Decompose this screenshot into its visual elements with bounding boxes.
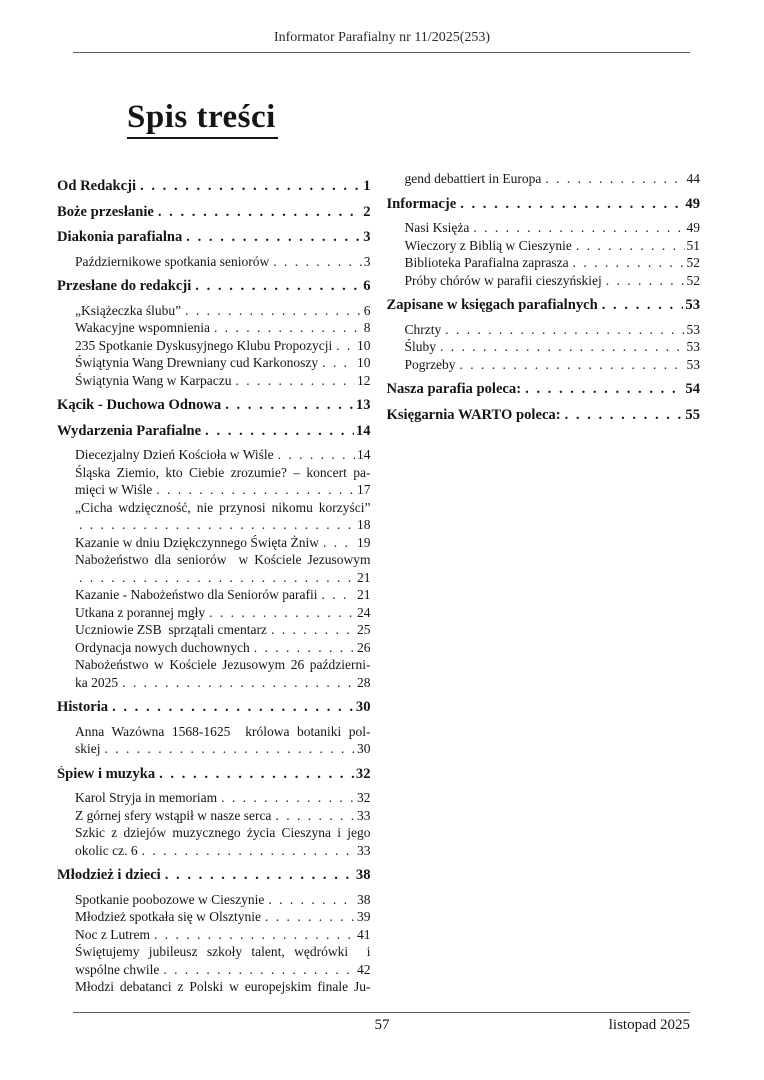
dot-leader: [138, 842, 355, 860]
toc-entry-label: Chrzty: [404, 321, 442, 337]
toc-entry-label: Ordynacja nowych duchownych: [75, 639, 250, 655]
dot-leader: [469, 219, 684, 237]
dot-leader: [441, 321, 684, 339]
toc-entry-label: Próby chórów w parafii cieszyńskiej: [404, 272, 602, 288]
toc-sub-entry: [57, 943, 371, 978]
dot-leader: [136, 178, 361, 196]
toc-entry-label: Przesłane do redakcji: [57, 278, 192, 294]
dot-leader: [250, 639, 355, 657]
toc-sub-entry: [387, 219, 701, 237]
toc-section-entry: [57, 229, 371, 247]
toc-sub-entry: [57, 586, 371, 604]
toc-sub-entry: [57, 807, 371, 825]
toc-sub-entry: [57, 464, 371, 499]
toc-entry-page-number: 21: [357, 587, 371, 602]
toc-sub-entry: [57, 319, 371, 337]
toc-sub-entry: [57, 372, 371, 390]
toc-entry-page-number: 14: [357, 447, 371, 462]
dot-leader: [101, 740, 356, 758]
toc-entry-label: skiej: [75, 741, 101, 756]
dot-leader: [271, 807, 355, 825]
dot-leader: [155, 766, 354, 784]
dot-leader: [152, 481, 355, 499]
toc-entry-page-number: 30: [355, 699, 371, 715]
page-title: Spis treści: [127, 99, 278, 139]
toc-entry-wrapped-line: Nabożeństwo dla seniorów w Kościele Jezusowym: [75, 552, 371, 567]
toc-entry-label: Wydarzenia Parafialne: [57, 422, 202, 439]
dot-leader: [217, 789, 355, 807]
dot-leader: [269, 253, 362, 271]
dot-leader: [456, 196, 683, 214]
toc-entry-label: Informacje: [386, 195, 457, 212]
toc-sub-entry: [57, 499, 371, 534]
dot-leader: [182, 229, 361, 247]
dot-leader: [150, 926, 355, 944]
dot-leader: [210, 319, 362, 337]
toc-entry-page-number: 8: [363, 320, 371, 335]
toc-entry-label: „Książeczka ślubu”: [75, 302, 182, 318]
toc-section-entry: [387, 381, 701, 399]
toc-entry-label: Od Redakcji: [57, 178, 137, 194]
toc-entry-page-number: 53: [686, 356, 700, 372]
toc-entry-label: Młodzież spotkała się w Olsztynie: [75, 909, 261, 924]
toc-entry-page-number: 32: [355, 765, 371, 782]
toc-entry-page-number: 26: [357, 639, 371, 655]
toc-entry-page-number: 3: [363, 229, 371, 245]
toc-section-entry: [57, 867, 371, 885]
toc-entry-wrapped-line: Śląska Ziemio, kto Ciebie zrozumie? – koncert pa-: [75, 464, 371, 480]
dot-leader: [118, 674, 355, 692]
toc-sub-entry: [57, 824, 371, 859]
toc-entry-label: Kazanie - Nabożeństwo dla Seniorów parafii: [75, 587, 318, 602]
dot-leader: [569, 254, 685, 272]
toc-entry-page-number: 17: [357, 482, 371, 497]
toc-entry-label: wspólne chwile: [75, 961, 160, 977]
toc-entry-label: Świątynia Wang w Karpaczu: [75, 372, 232, 388]
toc-entry-label: Kącik - Duchowa Odnowa: [57, 397, 222, 413]
header-divider: [73, 52, 690, 53]
dot-leader: [232, 372, 356, 390]
dot-leader: [159, 961, 355, 979]
toc-sub-entry: [57, 908, 371, 926]
toc-entry-page-number: 10: [357, 355, 371, 370]
toc-sub-entry: [387, 321, 701, 339]
dot-leader: [161, 867, 354, 885]
dot-leader: [267, 621, 355, 639]
toc-sub-entry: [387, 170, 701, 188]
toc-entry-wrapped-line: Nabożeństwo w Kościele Jezusowym 26 październi-: [75, 657, 371, 672]
toc-entry-page-number: 24: [357, 604, 371, 620]
dot-leader: [332, 337, 355, 355]
toc-entry-page-number: 53: [685, 297, 700, 313]
toc-entry-page-number: 32: [357, 790, 371, 805]
toc-entry-page-number: 38: [355, 867, 371, 883]
toc-entry-label: Księgarnia WARTO poleca:: [386, 406, 561, 423]
dot-leader: [75, 516, 355, 534]
toc-section-entry: [57, 423, 371, 441]
dot-leader: [75, 569, 355, 587]
toc-entry-label: Historia: [57, 699, 109, 715]
footer-issue-date: listopad 2025: [608, 1017, 690, 1033]
toc-sub-entry: [57, 534, 371, 552]
dot-leader: [572, 237, 685, 255]
toc-entry-page-number: 49: [686, 220, 700, 235]
dot-leader: [274, 446, 355, 464]
toc-section-entry: [57, 397, 371, 415]
dot-leader: [191, 278, 361, 296]
toc-entry-page-number: 6: [363, 302, 371, 318]
toc-sub-entry: [57, 978, 371, 996]
dot-leader: [221, 397, 354, 415]
toc-section-entry: [57, 699, 371, 717]
toc-sub-entry: [57, 446, 371, 464]
toc-entry-page-number: 41: [357, 926, 371, 942]
toc-entry-label: Kazanie w dniu Dziękczynnego Święta Żniw: [75, 534, 320, 550]
toc-section-entry: [57, 178, 371, 196]
toc-entry-page-number: 53: [686, 339, 700, 354]
toc-sub-entry: [57, 926, 371, 944]
toc-sub-entry: [57, 656, 371, 691]
toc-entry-page-number: 28: [357, 674, 371, 690]
toc-entry-page-number: 49: [685, 195, 700, 212]
toc-entry-label: gend debattiert in Europa: [404, 171, 542, 186]
toc-entry-page-number: 54: [685, 381, 700, 397]
toc-entry-page-number: 18: [357, 517, 371, 532]
toc-entry-page-number: 52: [686, 255, 700, 270]
toc-entry-page-number: 2: [363, 203, 371, 220]
toc-entry-page-number: 13: [355, 397, 371, 413]
toc-sub-entry: [387, 237, 701, 255]
toc-entry-label: Wieczory z Biblią w Cieszynie: [404, 237, 572, 253]
footer-page-number: 57: [374, 1017, 390, 1033]
toc-entry-wrapped-line: „Cicha wdzięczność, nie przynosi nikomu korzyści”: [75, 499, 371, 515]
toc-entry-page-number: 33: [357, 842, 371, 858]
dot-leader: [318, 586, 355, 604]
footer-divider: [73, 1012, 690, 1013]
page-header: Informator Parafialny nr 11/2025(253): [273, 30, 491, 45]
toc-section-entry: [57, 766, 371, 784]
toc-entry-label: Diecezjalny Dzień Kościoła w Wiśle: [75, 447, 274, 462]
toc-entry-page-number: 53: [686, 321, 700, 337]
toc-entry-wrapped-line: Anna Wazówna 1568-1625 królowa botaniki pol-: [75, 723, 371, 739]
toc-entry-wrapped-line: Młodzi debatanci z Polski w europejskim finale Ju-: [75, 979, 371, 994]
toc-sub-entry: [57, 551, 371, 586]
toc-entry-label: Śpiew i muzyka: [57, 765, 156, 782]
toc-entry-label: Śluby: [404, 339, 437, 354]
dot-leader: [201, 423, 354, 441]
toc-entry-page-number: 3: [363, 253, 371, 269]
toc-entry-page-number: 42: [357, 961, 371, 977]
toc-entry-page-number: 38: [357, 891, 371, 907]
toc-column: [57, 170, 371, 996]
toc-section-entry: [57, 278, 371, 296]
dot-leader: [319, 534, 355, 552]
dot-leader: [154, 204, 361, 222]
toc-sub-entry: [57, 604, 371, 622]
toc-section-entry: [57, 204, 371, 222]
dot-leader: [436, 338, 684, 356]
dot-leader: [561, 407, 684, 425]
toc-sub-entry: [57, 891, 371, 909]
toc-entry-label: Spotkanie poobozowe w Cieszynie: [75, 891, 265, 907]
toc-entry-label: Świątynia Wang Drewniany cud Karkonoszy: [75, 355, 319, 370]
toc-entry-page-number: 25: [357, 622, 371, 637]
toc-entry-page-number: 19: [357, 534, 371, 550]
toc-entry-label: 235 Spotkanie Dyskusyjnego Klubu Propozycji: [75, 337, 333, 353]
toc-sub-entry: [57, 354, 371, 372]
toc-entry-page-number: 33: [357, 807, 371, 823]
toc-entry-page-number: 52: [686, 272, 700, 288]
toc-entry-label: Nasi Księża: [404, 220, 470, 235]
toc-entry-page-number: 51: [686, 237, 700, 253]
toc-entry-label: Noc z Lutrem: [75, 926, 150, 942]
toc-entry-page-number: 44: [686, 171, 700, 186]
toc-column: [387, 170, 701, 996]
toc-entry-label: Karol Stryja in memoriam: [75, 790, 218, 805]
dot-leader: [541, 170, 684, 188]
dot-leader: [318, 354, 355, 372]
dot-leader: [205, 604, 355, 622]
toc-sub-entry: [57, 253, 371, 271]
dot-leader: [602, 272, 685, 290]
dot-leader: [598, 297, 684, 315]
toc-sub-entry: [57, 302, 371, 320]
toc-entry-page-number: 55: [685, 406, 700, 423]
toc-entry-label: Październikowe spotkania seniorów: [75, 253, 270, 269]
dot-leader: [181, 302, 362, 320]
toc-sub-entry: [387, 356, 701, 374]
toc-sub-entry: [57, 789, 371, 807]
toc-section-entry: [387, 407, 701, 425]
dot-leader: [108, 699, 354, 717]
toc-entry-label: Młodzież i dzieci: [57, 867, 161, 883]
toc-entry-label: Nasza parafia poleca:: [386, 381, 522, 397]
toc-sub-entry: [387, 254, 701, 272]
toc-entry-label: Biblioteka Parafialna zaprasza: [404, 255, 569, 270]
toc-entry-wrapped-line: Szkic z dziejów muzycznego życia Cieszyna i jego: [75, 825, 371, 840]
toc-sub-entry: [387, 338, 701, 356]
toc-entry-page-number: 6: [363, 278, 371, 294]
dot-leader: [264, 891, 355, 909]
dot-leader: [261, 908, 355, 926]
toc-sub-entry: [57, 723, 371, 758]
toc-entry-label: Zapisane w księgach parafialnych: [386, 297, 598, 313]
dot-leader: [521, 381, 683, 399]
toc-sub-entry: [57, 337, 371, 355]
toc-entry-page-number: 30: [357, 741, 371, 756]
toc-entry-label: okolic cz. 6: [75, 842, 138, 858]
toc-entry-page-number: 14: [355, 422, 371, 439]
toc-entry-page-number: 1: [363, 178, 371, 194]
toc-entry-label: Diakonia parafialna: [57, 229, 183, 245]
toc-section-entry: [387, 297, 701, 315]
toc-entry-page-number: 12: [357, 372, 371, 388]
toc-sub-entry: [387, 272, 701, 290]
toc-section-entry: [387, 196, 701, 214]
toc-sub-entry: [57, 621, 371, 639]
toc-entry-page-number: 39: [357, 909, 371, 924]
toc-entry-label: mięci w Wiśle: [75, 482, 153, 497]
dot-leader: [456, 356, 685, 374]
toc-entry-label: Pogrzeby: [404, 356, 456, 372]
toc-entry-label: Wakacyjne wspomnienia: [75, 320, 210, 335]
toc-entry-label: Utkana z porannej mgły: [75, 604, 206, 620]
toc-entry-wrapped-line: Świętujemy jubileusz szkoły talent, wędrówki i: [75, 944, 371, 959]
toc-entry-label: Uczniowie ZSB sprzątali cmentarz: [75, 622, 267, 637]
toc-sub-entry: [57, 639, 371, 657]
toc-entry-label: ka 2025: [75, 674, 119, 690]
toc-entry-page-number: 10: [357, 337, 371, 353]
toc-entry-label: Boże przesłanie: [57, 203, 154, 220]
toc-entry-page-number: 21: [357, 569, 371, 585]
table-of-contents: [57, 170, 700, 996]
toc-entry-label: Z górnej sfery wstąpił w nasze serca: [75, 807, 272, 823]
